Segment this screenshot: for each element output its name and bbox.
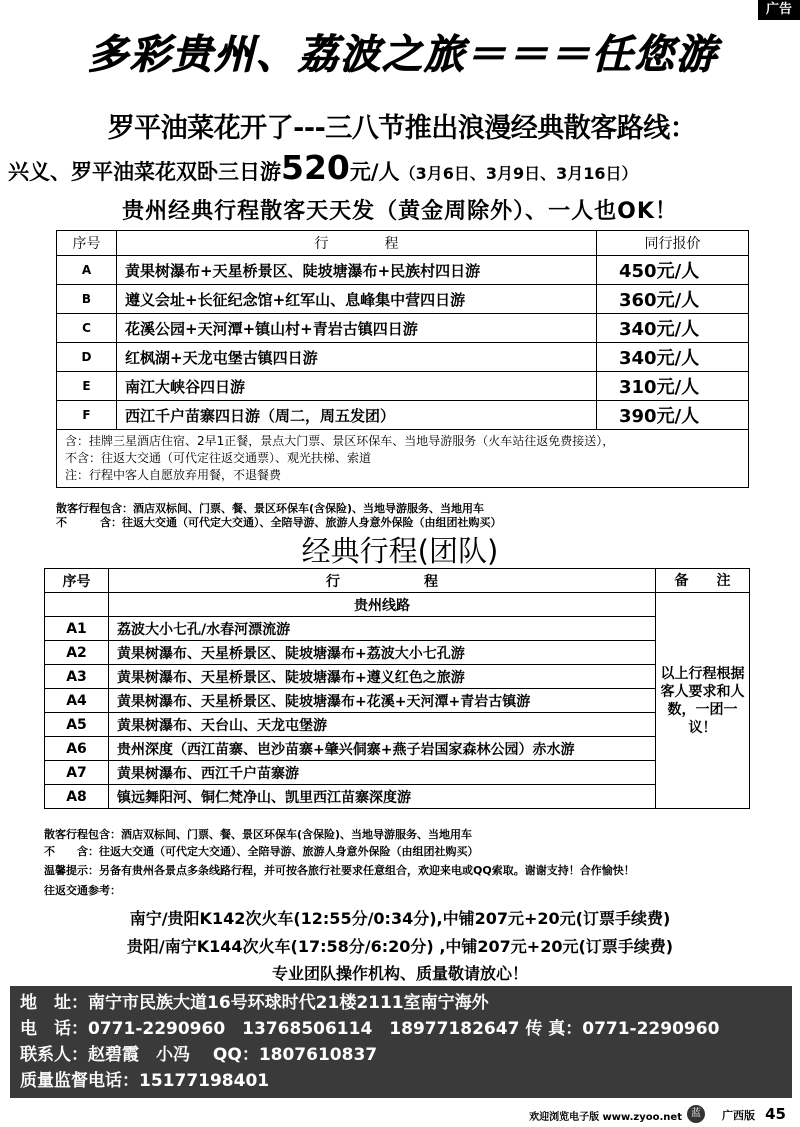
table-row	[45, 689, 750, 713]
row-route: 贵州深度（西江苗寨、岜沙苗寨+肇兴侗寨+燕子岩国家森林公园）赤水游	[109, 737, 656, 761]
table-row	[45, 665, 750, 689]
train-k142: 南宁/贵阳K142次火车(12:55分/0:34分),中铺207元+20元(订票手续费)	[129, 909, 671, 928]
info-includes: 散客行程包含：酒店双标间、门票、餐、景区环保车(含保险)、当地导游服务、当地用车	[44, 828, 473, 841]
info-transport-label: 往返交通参考：	[44, 884, 121, 897]
group-tour-table	[44, 568, 750, 809]
table-row	[45, 785, 750, 809]
footer-address: 地 址：南宁市民族大道16号环球时代21楼2111室南宁海外	[20, 993, 489, 1013]
header-note: 备 注	[656, 569, 750, 593]
row-route: 黄果树瀑布、天台山、天龙屯堡游	[109, 713, 656, 737]
row-code: A1	[45, 617, 109, 641]
table-row	[45, 737, 750, 761]
ad-corner-tag: 广告	[758, 0, 800, 20]
subheader-region: 贵州线路	[109, 593, 656, 617]
row-code: D	[57, 343, 117, 372]
note-includes: 含：挂牌三星酒店住宿、2早1正餐，景点大门票、景区环保车、当地导游服务（火车站往返免费接送），	[65, 434, 615, 448]
row-route: 黄果树瀑布、西江千户苗寨游	[109, 761, 656, 785]
website-text: 欢迎浏览电子版 www.zyoo.net	[529, 1112, 682, 1123]
row-route: 西江千户苗寨四日游（周二，周五发团）	[117, 401, 597, 430]
note-remark: 注：行程中客人自愿放弃用餐，不退餐费	[65, 468, 282, 482]
table-notes	[57, 430, 749, 488]
header-route: 行 程	[117, 231, 597, 256]
header-price: 同行报价	[597, 231, 749, 256]
table-row	[57, 256, 749, 285]
row-route: 荔波大小七孔/水春河漂流游	[109, 617, 656, 641]
row-code: F	[57, 401, 117, 430]
footer-phone: 电 话：0771-2290960 13768506114 18977182647 传 真：0771-2290960	[20, 1019, 720, 1039]
note-excludes: 不含：往返大交通（可代定往返交通票）、观光扶梯、索道	[65, 451, 372, 465]
row-code: A2	[45, 641, 109, 665]
row-route: 黄果树瀑布、天星桥景区、陡坡塘瀑布+荔波大小七孔游	[109, 641, 656, 665]
row-price: 310元/人	[597, 372, 749, 401]
header-code: 序号	[57, 231, 117, 256]
table-notes-row	[57, 430, 749, 488]
banner-title: 多彩贵州、荔波之旅＝＝＝任您游	[88, 32, 718, 78]
remark-cell: 以上行程根据客人要求和人数，一团一议！	[656, 593, 750, 809]
headline-route: 兴义、罗平油菜花双卧三日游	[8, 160, 281, 184]
subheader-blank	[45, 593, 109, 617]
page-number: 45	[765, 1105, 786, 1123]
row-price: 450元/人	[597, 256, 749, 285]
row-route: 镇远舞阳河、铜仁梵净山、凯里西江苗寨深度游	[109, 785, 656, 809]
headline-daily: 贵州经典行程散客天天发（黄金周除外）、一人也OK！	[122, 199, 678, 224]
info-tip: 温馨提示：另备有贵州各景点多条线路行程，并可按各旅行社要求任意组合，欢迎来电或QQ索取。谢谢支持！合作愉快！	[44, 864, 635, 877]
footer-hotline: 质量监督电话：15177198401	[20, 1071, 270, 1091]
row-route: 黄果树瀑布+天星桥景区、陡坡塘瀑布+民族村四日游	[117, 256, 597, 285]
row-route: 南江大峡谷四日游	[117, 372, 597, 401]
header-code: 序号	[45, 569, 109, 593]
table-row	[57, 314, 749, 343]
row-route: 黄果树瀑布、天星桥景区、陡坡塘瀑布+花溪+天河潭+青岩古镇游	[109, 689, 656, 713]
headline-primary: 罗平油菜花开了---三八节推出浪漫经典散客路线：	[107, 113, 697, 144]
scatter-tour-table	[56, 230, 749, 488]
row-price: 340元/人	[597, 343, 749, 372]
header-route: 行 程	[109, 569, 656, 593]
table-header-row	[45, 569, 750, 593]
row-code: A8	[45, 785, 109, 809]
headline-secondary	[8, 148, 792, 187]
row-code: A3	[45, 665, 109, 689]
row-route: 红枫湖+天龙屯堡古镇四日游	[117, 343, 597, 372]
row-code: A4	[45, 689, 109, 713]
table-row	[45, 713, 750, 737]
section-title-group: 经典行程(团队)	[301, 534, 499, 568]
table-row	[57, 343, 749, 372]
table-row	[57, 285, 749, 314]
table-row	[45, 761, 750, 785]
row-code: A6	[45, 737, 109, 761]
fine-print-excludes: 不 含：往返大交通（可代定大交通）、全陪导游、旅游人身意外保险（由组团社购买）	[56, 516, 502, 529]
row-code: A	[57, 256, 117, 285]
row-code: A5	[45, 713, 109, 737]
table-header-row	[57, 231, 749, 256]
row-route: 黄果树瀑布、天星桥景区、陡坡塘瀑布+遵义红色之旅游	[109, 665, 656, 689]
row-code: E	[57, 372, 117, 401]
logo-icon: 蓝	[687, 1105, 705, 1123]
row-price: 340元/人	[597, 314, 749, 343]
table-row	[45, 641, 750, 665]
row-price: 390元/人	[597, 401, 749, 430]
table-row	[57, 401, 749, 430]
table-row	[57, 372, 749, 401]
row-code: A7	[45, 761, 109, 785]
page-footer	[0, 1101, 800, 1127]
row-price: 360元/人	[597, 285, 749, 314]
row-code: C	[57, 314, 117, 343]
edition-label: 广西版	[722, 1109, 755, 1122]
headline-dates: （3月6日、3月9日、3月16日）	[399, 164, 638, 183]
slogan: 专业团队操作机构、质量敬请放心！	[271, 964, 528, 983]
row-route: 遵义会址+长征纪念馆+红军山、息峰集中营四日游	[117, 285, 597, 314]
fine-print-includes: 散客行程包含：酒店双标间、门票、餐、景区环保车(含保险)、当地导游服务、当地用车	[56, 502, 485, 515]
table-subheader-row	[45, 593, 750, 617]
train-k144: 贵阳/南宁K144次火车(17:58分/6:20分) ,中铺207元+20元(订票手续费)	[126, 937, 674, 956]
info-excludes: 不 含：往返大交通（可代定大交通）、全陪导游、旅游人身意外保险（由组团社购买）	[44, 845, 479, 858]
table-row	[45, 617, 750, 641]
contact-footer	[10, 986, 792, 1098]
footer-contact: 联系人：赵碧霞 小冯 QQ：1807610837	[20, 1045, 378, 1065]
row-route: 花溪公园+天河潭+镇山村+青岩古镇四日游	[117, 314, 597, 343]
headline-unit: 元/人	[349, 160, 400, 184]
row-code: B	[57, 285, 117, 314]
headline-price: 520	[281, 148, 350, 187]
